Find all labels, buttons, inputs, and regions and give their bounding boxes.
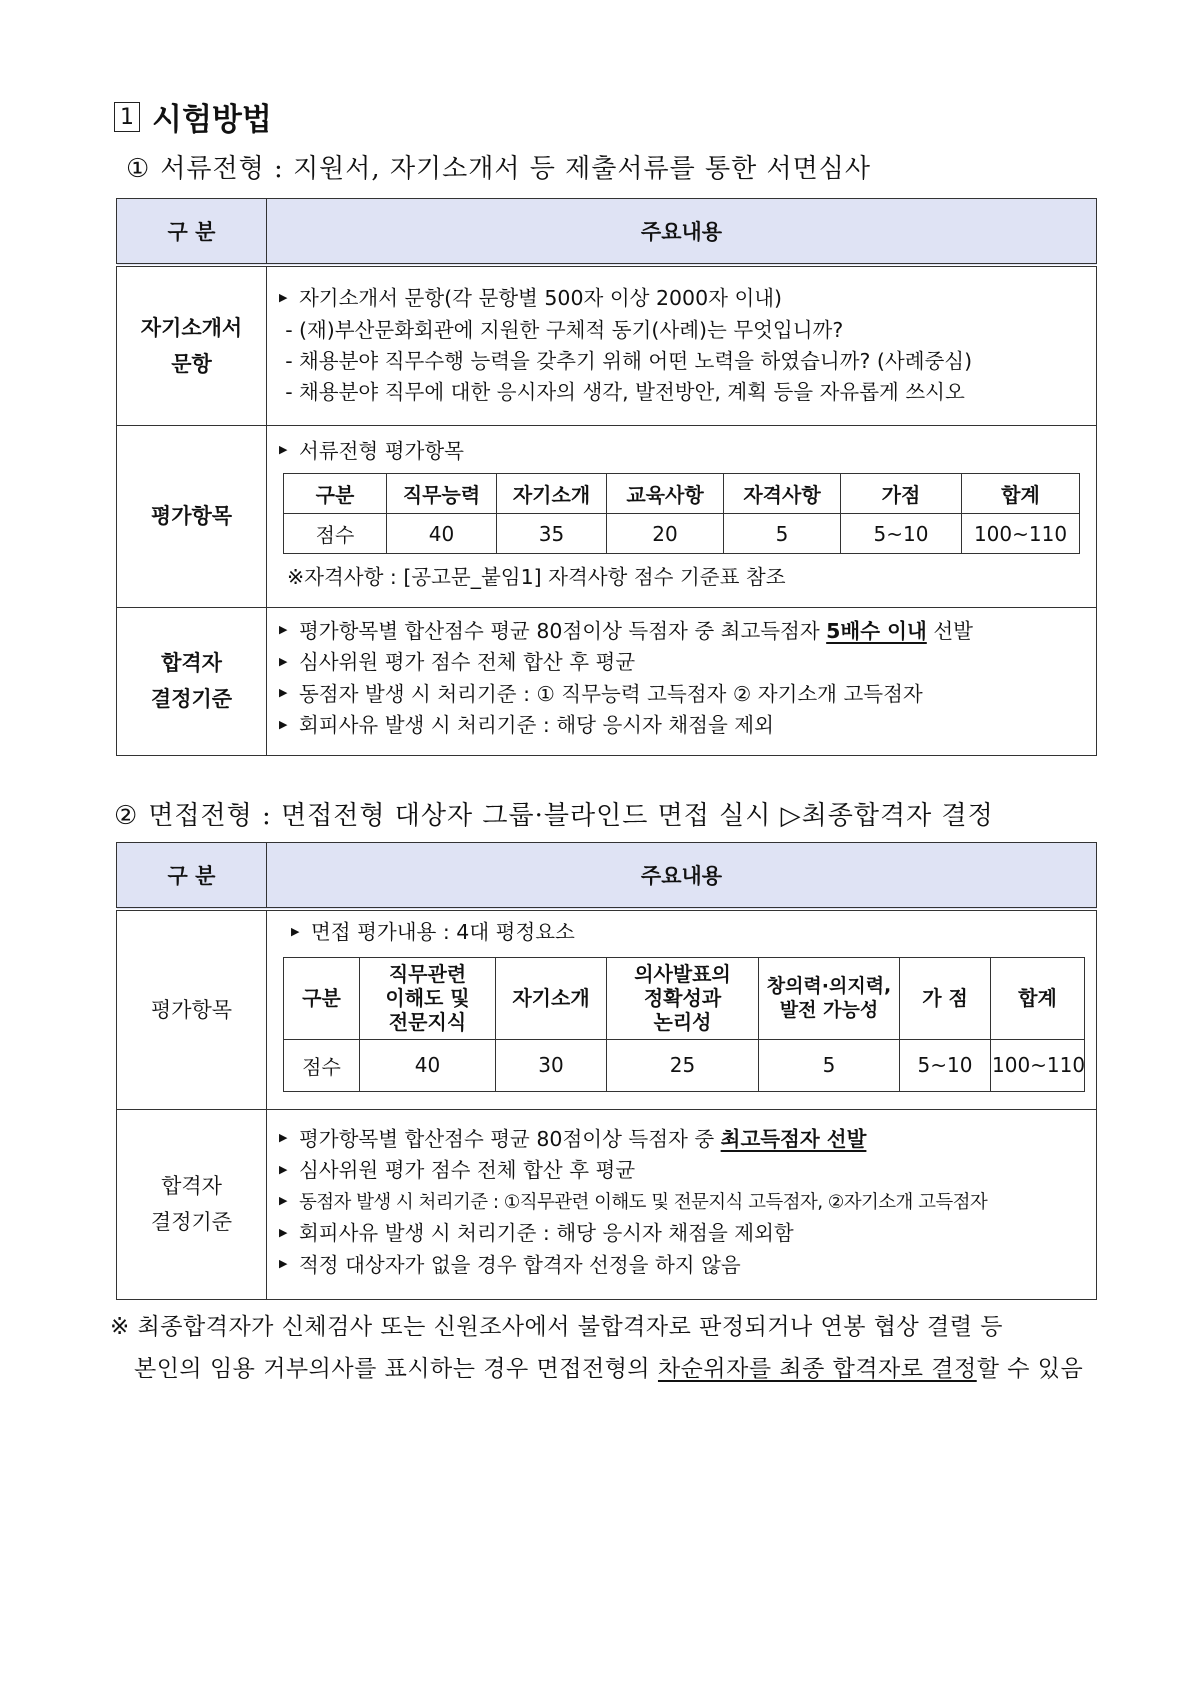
doc-screening-table — [116, 198, 1097, 756]
score-cell: 5 — [724, 514, 841, 554]
score-header: 가 점 — [900, 957, 991, 1039]
score-cell: 30 — [496, 1039, 607, 1091]
doc-screening-heading-text: 서류전형 : 지원서, 자기소개서 등 제출서류를 통한 서면심사 — [160, 154, 871, 184]
triangle-right-icon: ▶ — [279, 1257, 288, 1270]
section-number-box: 1 — [114, 102, 140, 132]
score-header: 교육사항 — [607, 474, 724, 514]
self-intro-question-2: 채용분야 직무수행 능력을 갖추기 위해 어떤 노력을 하였습니까? (사례중심) — [299, 348, 973, 373]
doc-screening-heading — [126, 148, 871, 185]
self-intro-label: 자기소개서 문항 — [117, 265, 267, 425]
score-header: 구분 — [284, 474, 387, 514]
interview-criteria-label: 합격자 결정기준 — [117, 1109, 267, 1299]
score-header: 창의력·의지력, 발전 가능성 — [759, 957, 900, 1039]
criteria-content: ▶ 평가항목별 합산점수 평균 80점이상 득점자 중 최고득점자 5배수 이내 선발 ▶ 심사위원 평가 점수 전체 합산 후 평균 ▶ 동점자 발생 시 처리기준 : ① 직무능력 고득점자 ② 자기소개 고득점자 ▶ 회피사유 발생 시 처리기준 : 해당 응시자 채점을 제외 — [267, 607, 1097, 755]
self-intro-question-3: 채용분야 직무에 대한 응시자의 생각, 발전방안, 계획 등을 자유롭게 쓰시오 — [299, 379, 965, 404]
table-header-content: 주요내용 — [267, 199, 1097, 266]
table-row — [117, 265, 1097, 425]
footnote-line-1: ※ 최종합격자가 신체검사 또는 신원조사에서 불합격자로 판정되거나 연봉 협상 결렬 등 — [110, 1314, 1004, 1340]
score-cell: 점수 — [284, 514, 387, 554]
interview-heading — [114, 795, 994, 832]
score-header: 구분 — [284, 957, 360, 1039]
emphasis-text: 5배수 이내 — [826, 618, 927, 643]
score-cell: 40 — [387, 514, 497, 554]
triangle-right-icon: ▶ — [279, 1194, 287, 1207]
triangle-right-icon: ▶ — [279, 443, 288, 456]
score-cell: 점수 — [284, 1039, 360, 1091]
evaluation-content: ▶ 서류전형 평가항목 구분 직무능력 자기소개 교육사항 자격사항 가점 합계 점수 40 35 20 5 5~10 100~110 ※자격사항 : [공고문_붙임1] 자격사항 점수 기준표 참조 — [267, 425, 1097, 607]
triangle-right-icon: ▶ — [279, 717, 288, 731]
triangle-right-icon: ▶ — [279, 1131, 288, 1144]
score-header: 의사발표의 정확성과 논리성 — [607, 957, 759, 1039]
score-header: 직무능력 — [387, 474, 497, 514]
table-row — [117, 909, 1097, 1109]
triangle-right-icon: ▶ — [279, 1162, 288, 1176]
self-intro-content: ▶ 자기소개서 문항(각 문항별 500자 이상 2000자 이내) - (재)부산문화회관에 지원한 구체적 동기(사례)는 무엇입니까? - 채용분야 직무수행 능력을 갖추기 위해 어떤 노력을 하였습니까? (사례중심) - 채용분야 직무에 대한 응시자의 생각, 발전방안, 계획 등을 자유롭게 쓰시오 — [267, 265, 1097, 425]
footnote-line-2: 본인의 임용 거부의사를 표시하는 경우 면접전형의 차순위자를 최종 합격자로 결정할 수 있음 — [134, 1356, 1084, 1382]
score-cell: 100~110 — [991, 1039, 1085, 1091]
score-cell: 5~10 — [900, 1039, 991, 1091]
triangle-right-icon: ▶ — [279, 623, 288, 636]
section-title-text: 시험방법 — [152, 102, 272, 138]
triangle-right-icon: ▶ — [279, 290, 288, 304]
qualification-note: ※자격사항 : [공고문_붙임1] 자격사항 점수 기준표 참조 — [287, 565, 786, 589]
triangle-right-icon: ▶ — [291, 924, 300, 938]
interview-evaluation-label: 평가항목 — [117, 909, 267, 1109]
score-cell: 5 — [759, 1039, 900, 1091]
score-header: 직무관련 이해도 및 전문지식 — [360, 957, 496, 1039]
score-cell: 5~10 — [841, 514, 962, 554]
evaluation-label: 평가항목 — [117, 425, 267, 607]
score-cell: 40 — [360, 1039, 496, 1091]
triangle-right-icon: ▶ — [279, 654, 288, 668]
score-header: 합계 — [991, 957, 1085, 1039]
interview-heading-text: 면접전형 : 면접전형 대상자 그룹·블라인드 면접 실시 ▷최종합격자 결정 — [148, 801, 994, 831]
emphasis-text: 최고득점자 선발 — [720, 1126, 867, 1151]
section-title — [114, 94, 272, 139]
self-intro-question-1: (재)부산문화회관에 지원한 구체적 동기(사례)는 무엇입니까? — [299, 317, 844, 342]
score-cell: 25 — [607, 1039, 759, 1091]
interview-criteria-content: ▶ 평가항목별 합산점수 평균 80점이상 득점자 중 최고득점자 선발 ▶ 심사위원 평가 점수 전체 합산 후 평균 ▶ 동점자 발생 시 처리기준 : ①직무관련 이해도 및 전문지식 고득점자, ②자기소개 고득점자 ▶ 회피사유 발생 시 처리기준 : 해당 응시자 채점을 제외함 ▶ 적정 대상자가 없을 경우 합격자 선정을 하지 않음 — [267, 1109, 1097, 1299]
interview-score-table — [283, 957, 1085, 1092]
interview-marker: ② — [114, 801, 139, 831]
interview-table — [116, 842, 1097, 1300]
doc-score-table — [283, 473, 1080, 554]
table-row — [117, 425, 1097, 607]
doc-screening-marker: ① — [126, 154, 151, 184]
criteria-label: 합격자 결정기준 — [117, 607, 267, 755]
score-cell: 35 — [497, 514, 607, 554]
footnote-emphasis: 차순위자를 최종 합격자로 결정 — [657, 1356, 977, 1382]
interview-evaluation-content: ▶ 면접 평가내용 : 4대 평정요소 구분 직무관련 이해도 및 전문지식 자기소개 의사발표의 정확성과 논리성 창의력·의지력, 발전 가능성 가 점 합계 점수 40 30 25 5 5~10 100~110 — [267, 909, 1097, 1109]
table-header-category: 구 분 — [117, 199, 267, 266]
score-cell: 20 — [607, 514, 724, 554]
score-header: 자기소개 — [496, 957, 607, 1039]
score-header: 합계 — [962, 474, 1080, 514]
table-row — [117, 607, 1097, 755]
table-header-category: 구 분 — [117, 843, 267, 910]
triangle-right-icon: ▶ — [279, 686, 288, 699]
triangle-right-icon: ▶ — [279, 1225, 288, 1239]
score-header: 자격사항 — [724, 474, 841, 514]
score-cell: 100~110 — [962, 514, 1080, 554]
table-header-content: 주요내용 — [267, 843, 1097, 910]
score-header: 가점 — [841, 474, 962, 514]
score-header: 자기소개 — [497, 474, 607, 514]
table-row — [117, 1109, 1097, 1299]
